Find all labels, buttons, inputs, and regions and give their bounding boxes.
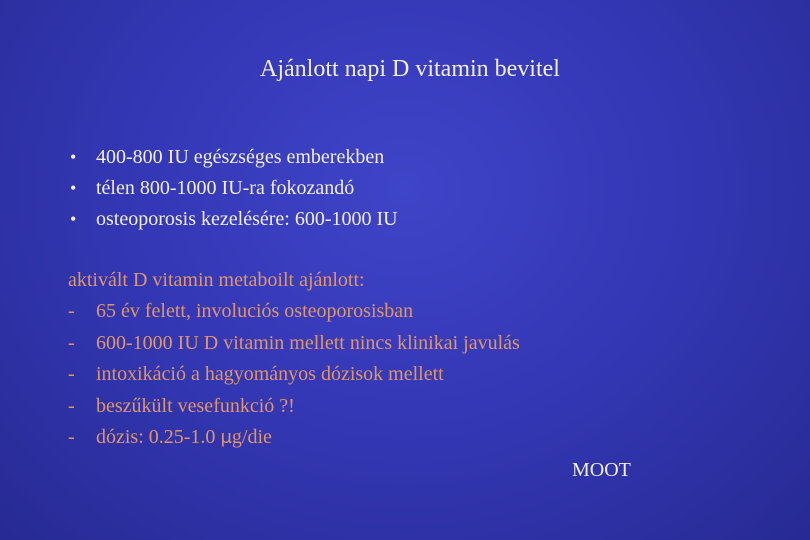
bullet-item: [70, 204, 398, 235]
bullet-text: 400-800 IU egészséges emberekben: [96, 146, 385, 168]
bullet-item: [70, 173, 398, 204]
dash-item: [68, 296, 520, 328]
dash-text: 600-1000 IU D vitamin mellett nincs klinikai javulás: [96, 331, 520, 354]
bullet-marker: •: [70, 147, 77, 167]
bullet-item: [70, 142, 398, 173]
dose-prefix: dózis: 0.25-1.0: [96, 426, 221, 449]
dash-item-dose: [68, 422, 520, 454]
bullet-marker: •: [70, 209, 77, 229]
bullet-marker: •: [70, 178, 77, 198]
dash-marker: -: [68, 331, 75, 354]
dose-text: [96, 422, 272, 454]
dash-list: [68, 296, 520, 454]
dash-marker: -: [68, 426, 75, 449]
micro-symbol: μ: [220, 427, 232, 449]
dash-item: [68, 328, 520, 360]
dash-text: 65 év felett, involuciós osteoporosisban: [96, 300, 414, 322]
dose-unit: g/die: [231, 426, 272, 449]
dash-item: [68, 391, 520, 423]
bullet-text: osteoporosis kezelésére: 600-1000 IU: [96, 208, 398, 230]
dash-marker: -: [68, 300, 75, 322]
signature: MOOT: [572, 459, 631, 481]
dash-text: beszűkült vesefunkció ?!: [96, 394, 295, 417]
dash-marker: -: [68, 363, 75, 386]
dash-item: [68, 359, 520, 391]
bullet-list: [70, 142, 398, 235]
slide-title: Ajánlott napi D vitamin bevitel: [260, 56, 560, 82]
section-heading: aktivált D vitamin metaboilt ajánlott:: [68, 269, 365, 291]
dash-text: intoxikáció a hagyományos dózisok mellett: [96, 363, 444, 386]
recommendation-section: [68, 265, 520, 454]
bullet-text: télen 800-1000 IU-ra fokozandó: [96, 177, 355, 199]
dash-marker: -: [68, 394, 75, 417]
